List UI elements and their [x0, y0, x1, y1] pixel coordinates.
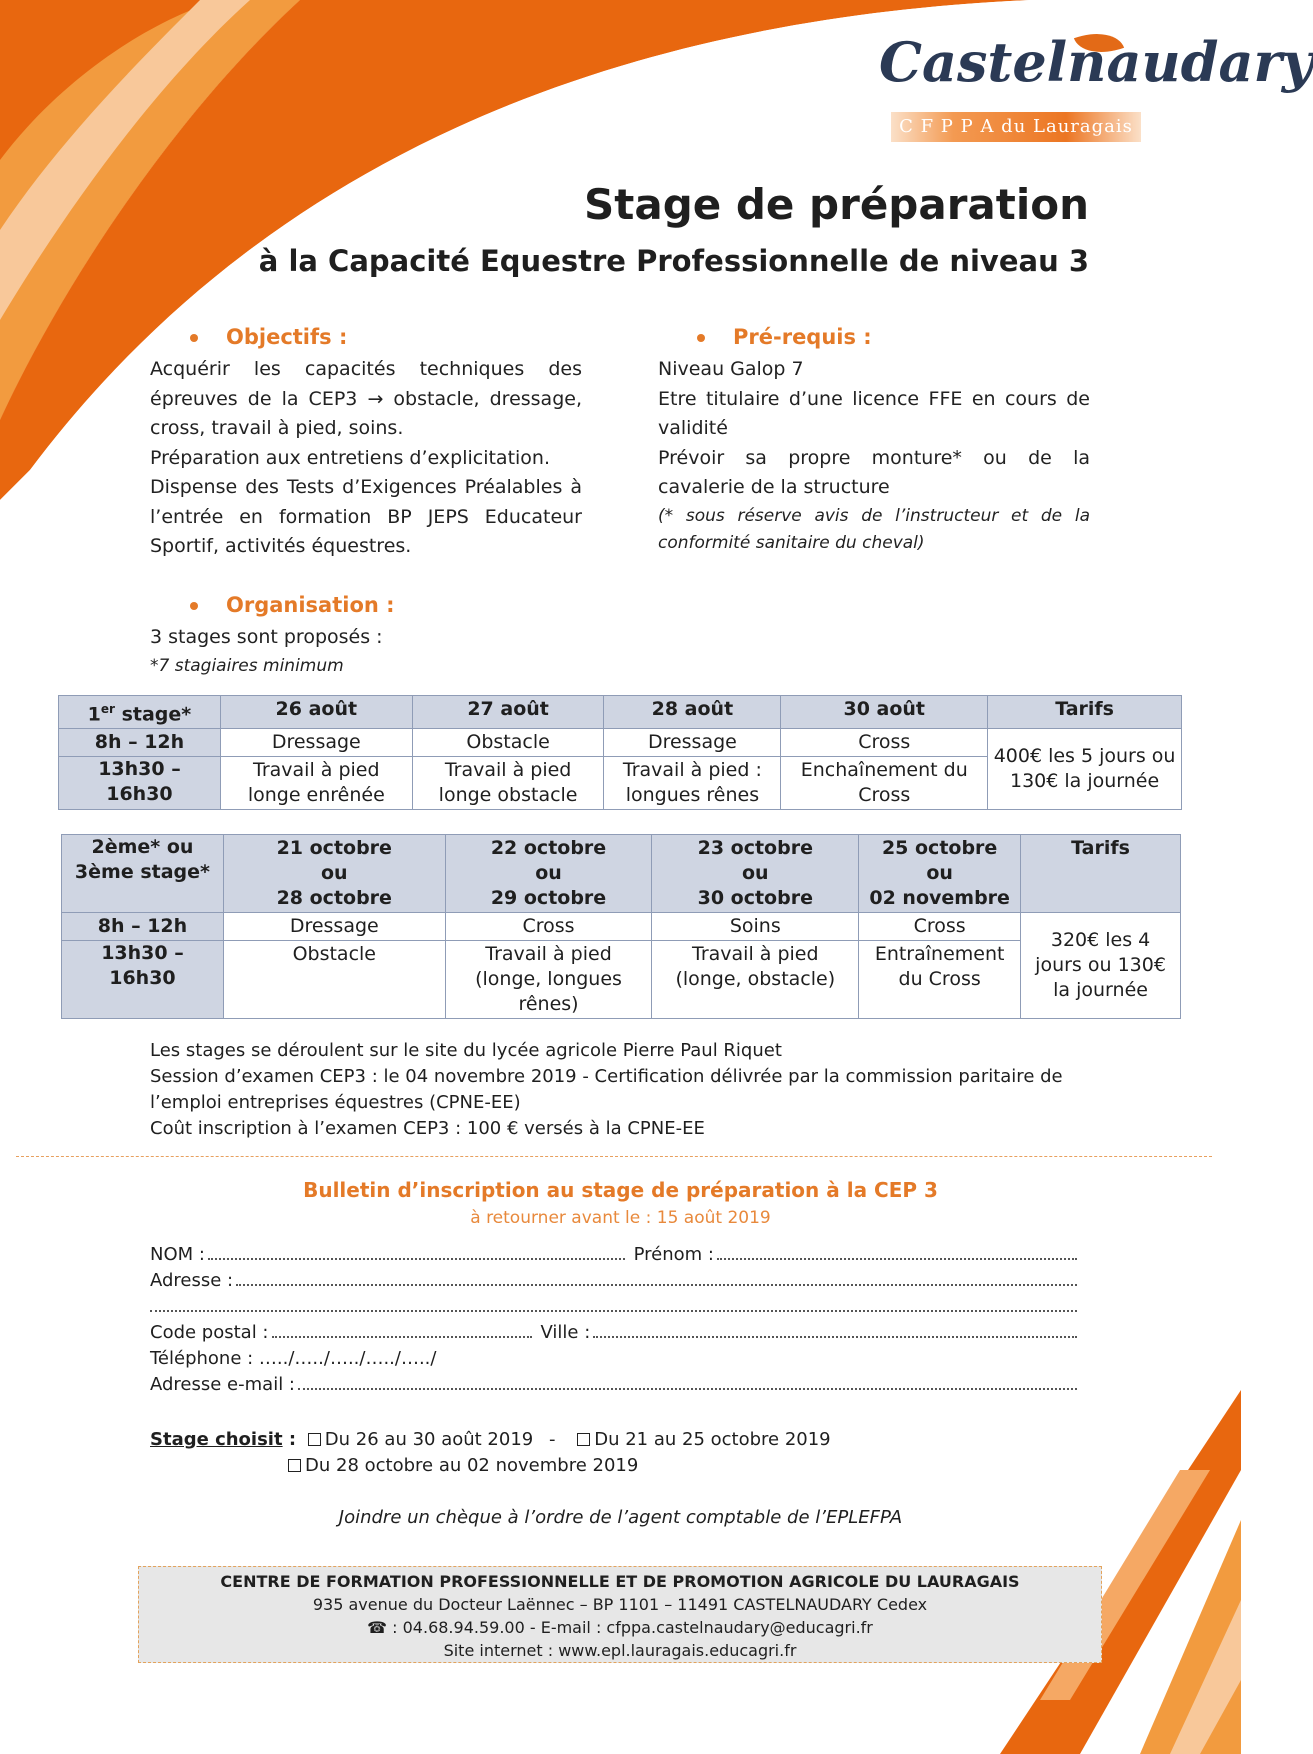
stage2-head: 2ème* ou 3ème stage*	[62, 835, 224, 913]
info-line: Session d’examen CEP3 : le 04 novembre 2019 - Certification délivrée par la commission paritaire de l’emploi entreprises équestres (CPNE-EE)	[150, 1066, 1063, 1113]
prerequis-line: Etre titulaire d’une licence FFE en cours de validité	[658, 387, 1090, 439]
form-row-tel	[150, 1348, 1080, 1369]
email-label: Adresse e-mail :	[150, 1374, 295, 1395]
tarifs-header: Tarifs	[1021, 835, 1181, 913]
choice-line-1: Stage choisit : Du 26 au 30 août 2019 - Du 21 au 25 octobre 2019	[150, 1429, 831, 1450]
objectifs-body	[150, 355, 582, 562]
organisation-heading	[190, 593, 395, 617]
table-cell: Travail à pied : longues rênes	[604, 757, 781, 810]
stage1-table	[58, 695, 1182, 810]
prerequis-heading	[697, 325, 872, 349]
table-cell: Travail à pied (longe, longues rênes)	[445, 941, 652, 1019]
stage1-head-rest: stage*	[114, 703, 192, 726]
choice-option-3: Du 28 octobre au 02 novembre 2019	[305, 1455, 639, 1476]
table-row	[62, 913, 1181, 941]
form-row-adresse-2	[150, 1296, 1080, 1312]
page-subtitle: à la Capacité Equestre Professionnelle de niveau 3	[258, 244, 1089, 278]
logo-script-text: Castelnaudary	[879, 30, 1313, 94]
stage2-table	[61, 834, 1181, 1019]
adresse-field-2[interactable]	[150, 1296, 1077, 1312]
choice-option-1: Du 26 au 30 août 2019	[324, 1429, 534, 1450]
prerequis-line: Niveau Galop 7	[658, 358, 804, 380]
table-row	[62, 835, 1181, 913]
table-cell: Enchaînement du Cross	[781, 757, 988, 810]
day-header	[652, 835, 859, 913]
day-header	[445, 835, 652, 913]
tarif-cell: 400€ les 5 jours ou 130€ la journée	[988, 729, 1182, 810]
footer-contact[interactable]: ☎ : 04.68.94.59.00 - E-mail : cfppa.castelnaudary@educagri.fr	[367, 1618, 873, 1637]
day-header: 27 août	[412, 696, 604, 729]
footer-name: CENTRE DE FORMATION PROFESSIONNELLE ET DE PROMOTION AGRICOLE DU LAURAGAIS	[220, 1572, 1020, 1591]
day-line: ou	[741, 862, 769, 884]
footer-website[interactable]: Site internet : www.epl.lauragais.educagri.fr	[443, 1641, 797, 1660]
choice-colon: :	[282, 1429, 297, 1450]
table-cell: Dressage	[220, 729, 412, 757]
tarif-cell: 320€ les 4 jours ou 130€ la journée	[1021, 913, 1181, 1019]
day-header: 28 août	[604, 696, 781, 729]
day-line: ou	[535, 862, 562, 884]
table-cell: Dressage	[604, 729, 781, 757]
join-cheque-note: Joindre un chèque à l’ordre de l’agent comptable de l’EPLEFPA	[338, 1507, 903, 1528]
afternoon-label: 13h30 – 16h30	[62, 941, 224, 1019]
info-block	[150, 1038, 1110, 1142]
prenom-label: Prénom :	[633, 1244, 714, 1265]
footer-box	[138, 1566, 1102, 1663]
day-line: 23 octobre	[697, 837, 813, 859]
ville-label: Ville :	[540, 1322, 591, 1343]
logo-band-text: C F P P A du Lauragais	[891, 112, 1141, 142]
cut-line-divider	[16, 1156, 1212, 1157]
form-row-adresse	[150, 1270, 1080, 1291]
table-cell: Obstacle	[223, 941, 445, 1019]
email-field[interactable]	[298, 1374, 1077, 1390]
choice-label: Stage choisit	[150, 1429, 283, 1450]
day-header	[223, 835, 445, 913]
tarifs-header: Tarifs	[988, 696, 1182, 729]
form-row-nom	[150, 1244, 1080, 1265]
table-cell: Dressage	[223, 913, 445, 941]
day-line: 21 octobre	[276, 837, 392, 859]
table-cell: Travail à pied longe enrênée	[220, 757, 412, 810]
stage1-head	[59, 696, 221, 729]
prerequis-heading-text: Pré-requis :	[733, 325, 872, 349]
nom-label: NOM :	[150, 1244, 205, 1265]
info-line: Coût inscription à l’examen CEP3 : 100 € versés à la CPNE-EE	[150, 1118, 705, 1139]
day-line: 02 novembre	[869, 887, 1010, 909]
choice-option-2: Du 21 au 25 octobre 2019	[594, 1429, 831, 1450]
cp-label: Code postal :	[150, 1322, 269, 1343]
day-line: 29 octobre	[490, 887, 607, 909]
prerequis-line: Prévoir sa propre monture* ou de la cavalerie de la structure	[658, 446, 1090, 498]
objectifs-line: Acquérir les capacités techniques des épreuves de la CEP3 → obstacle, dressage, cross, travail à pied, soins.	[150, 358, 582, 439]
objectifs-heading-text: Objectifs :	[226, 325, 348, 349]
stage-choice	[150, 1427, 831, 1479]
morning-label: 8h – 12h	[62, 913, 224, 941]
stage1-head-sup: er	[100, 702, 115, 716]
day-header	[859, 835, 1021, 913]
bullet-icon	[190, 334, 198, 342]
day-line: 30 octobre	[697, 887, 813, 909]
table-cell: Cross	[781, 729, 988, 757]
adresse-field[interactable]	[236, 1270, 1077, 1286]
table-row	[62, 941, 1181, 1019]
prenom-field[interactable]	[717, 1244, 1077, 1260]
bullet-icon	[697, 334, 705, 342]
organisation-heading-text: Organisation :	[226, 593, 395, 617]
checkbox-icon[interactable]	[577, 1433, 590, 1446]
table-cell: Cross	[445, 913, 652, 941]
day-line: 22 octobre	[490, 837, 607, 859]
prerequis-note: (* sous réserve avis de l’instructeur et de la conformité sanitaire du cheval)	[658, 505, 1090, 553]
page-title: Stage de préparation	[584, 180, 1089, 229]
day-header: 30 août	[781, 696, 988, 729]
objectifs-line: Dispense des Tests d’Exigences Préalables à l’entrée en formation BP JEPS Educateur Sportif, activités équestres.	[150, 476, 582, 557]
table-cell: Cross	[859, 913, 1021, 941]
table-cell: Obstacle	[412, 729, 604, 757]
bullet-icon	[190, 602, 198, 610]
day-header: 26 août	[220, 696, 412, 729]
day-line: ou	[926, 862, 953, 884]
afternoon-label: 13h30 – 16h30	[59, 757, 221, 810]
organisation-body	[150, 623, 383, 680]
checkbox-icon[interactable]	[288, 1459, 301, 1472]
table-cell: Entraînement du Cross	[859, 941, 1021, 1019]
organisation-note: *7 stagiaires minimum	[150, 655, 344, 676]
organisation-line: 3 stages sont proposés :	[150, 626, 383, 648]
objectifs-heading	[190, 325, 347, 349]
table-cell: Travail à pied longe obstacle	[412, 757, 604, 810]
adresse-label: Adresse :	[150, 1270, 234, 1291]
footer-address: 935 avenue du Docteur Laënnec – BP 1101 – 11491 CASTELNAUDARY Cedex	[312, 1595, 928, 1614]
table-row	[59, 696, 1182, 729]
form-row-cp	[150, 1322, 1080, 1343]
prerequis-body	[658, 355, 1090, 557]
stage1-head-num: 1	[87, 703, 101, 726]
day-line: 28 octobre	[276, 887, 392, 909]
tel-label[interactable]: Téléphone : …../…../…../…../…../	[150, 1348, 437, 1369]
objectifs-line: Préparation aux entretiens d’explicitation.	[150, 446, 551, 469]
table-row	[59, 729, 1182, 757]
morning-label: 8h – 12h	[59, 729, 221, 757]
bulletin-title: Bulletin d’inscription au stage de préparation à la CEP 3	[303, 1178, 938, 1202]
form-row-email	[150, 1374, 1080, 1395]
cp-field[interactable]	[272, 1322, 532, 1338]
info-line: Les stages se déroulent sur le site du lycée agricole Pierre Paul Riquet	[150, 1040, 782, 1061]
day-line: ou	[320, 862, 348, 884]
bulletin-subtitle: à retourner avant le : 15 août 2019	[470, 1208, 771, 1228]
checkbox-icon[interactable]	[308, 1433, 321, 1446]
day-line: 25 octobre	[881, 837, 998, 859]
castelnaudary-logo	[879, 28, 1313, 148]
ville-field[interactable]	[593, 1322, 1077, 1338]
choice-line-2	[150, 1453, 831, 1479]
table-cell: Travail à pied (longe, obstacle)	[652, 941, 859, 1019]
nom-field[interactable]	[208, 1244, 625, 1260]
table-cell: Soins	[652, 913, 859, 941]
